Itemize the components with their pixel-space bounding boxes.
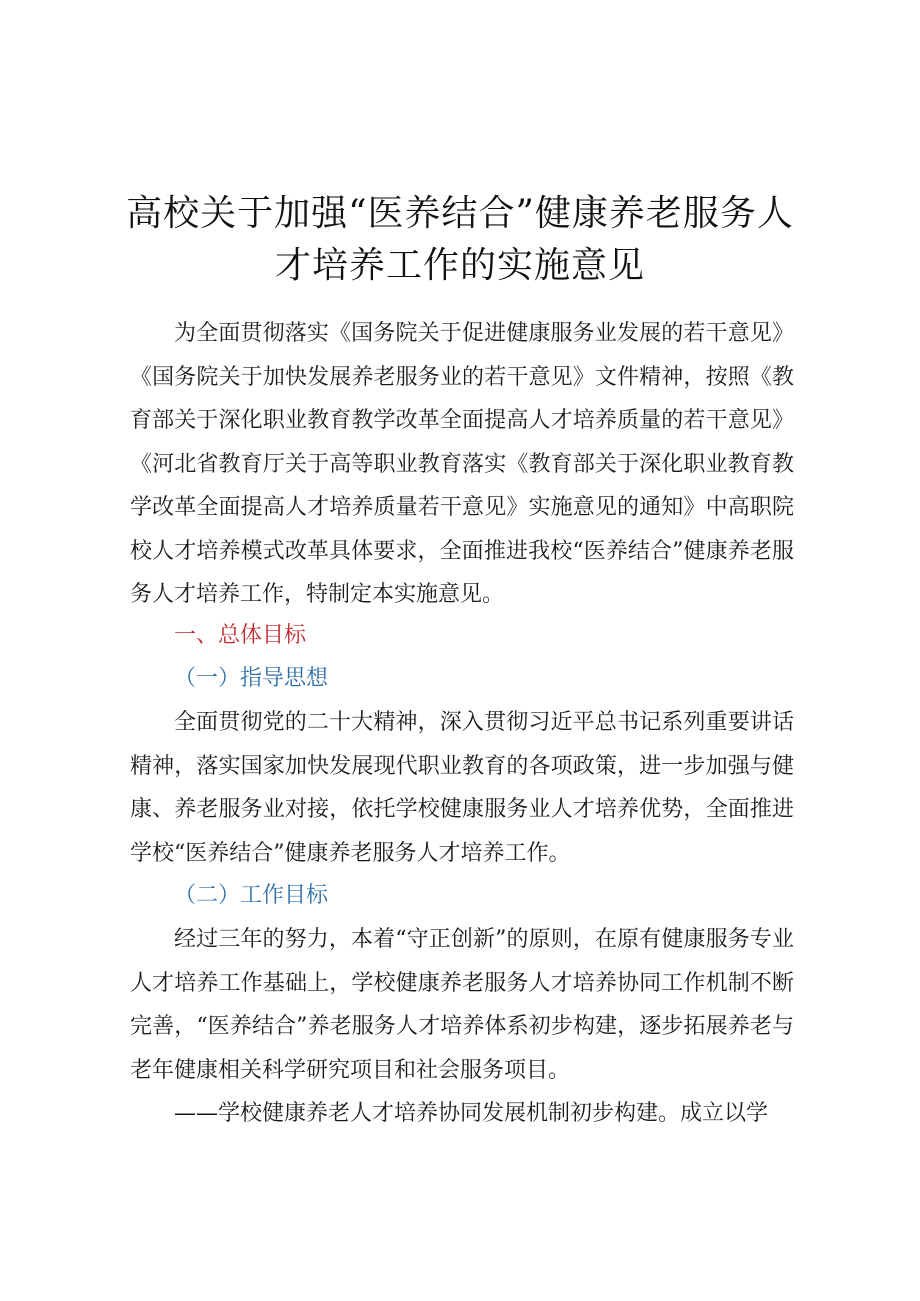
guiding-ideology-paragraph: 全面贯彻党的二十大精神，深入贯彻习近平总书记系列重要讲话精神，落实国家加快发展现代职业教育的各项政策，进一步加强与健康、养老服务业对接，依托学校健康服务业人才培养优势，全面推进学校“医养结合”健康养老服务人才培养工作。	[130, 710, 794, 866]
work-goals-item-paragraph: ——学校健康养老人才培养协同发展机制初步构建。成立以学	[174, 1101, 769, 1126]
subsection-heading-guiding-ideology: （一）指导思想	[174, 666, 329, 691]
section-heading-overall-goals: 一、总体目标	[174, 623, 307, 648]
intro-paragraph: 为全面贯彻落实《国务院关于促进健康服务业发展的若干意见》《国务院关于加快发展养老服务业的若干意见》文件精神，按照《教育部关于深化职业教育教学改革全面提高人才培养质量的若干意见》《河北省教育厅关于高等职业教育落实《教育部关于深化职业教育教学改革全面提高人才培养质量若干意见》实施意见的通知》中高职院校人才培养模式改革具体要求，全面推进我校“医养结合”健康养老服务人才培养工作，特制定本实施意见。	[130, 321, 794, 607]
subsection-heading-work-goals: （二）工作目标	[174, 883, 329, 908]
document-title: 高校关于加强“医养结合”健康养老服务人才培养工作的实施意见	[126, 193, 794, 286]
work-goals-paragraph: 经过三年的努力，本着“守正创新”的原则，在原有健康服务专业人才培养工作基础上，学校健康养老服务人才培养协同工作机制不断完善，“医养结合”养老服务人才培养体系初步构建，逐步拓展养老与老年健康相关科学研究项目和社会服务项目。	[130, 927, 794, 1083]
